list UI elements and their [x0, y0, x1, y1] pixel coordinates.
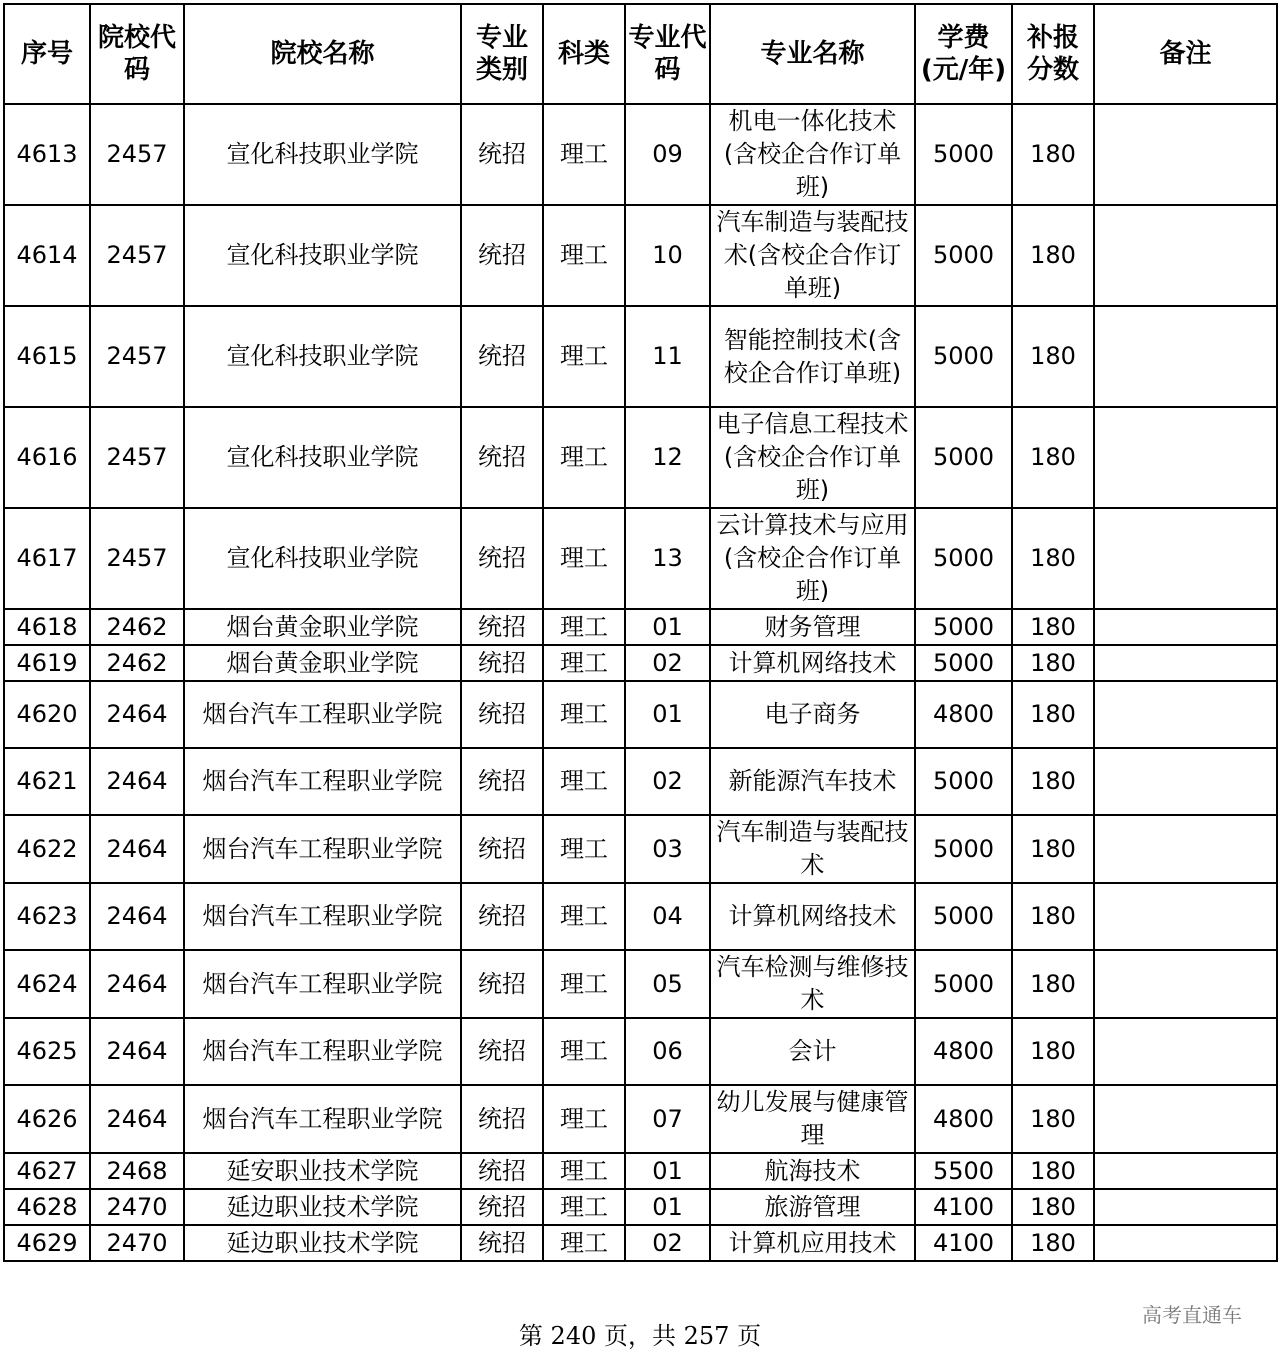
row-fee: 5000	[915, 748, 1012, 815]
row-major-name: 汽车制造与装配技术	[710, 815, 915, 883]
row-no: 4622	[4, 815, 90, 883]
row-subject: 理工	[543, 306, 625, 407]
row-no: 4614	[4, 205, 90, 306]
row-note	[1094, 609, 1277, 645]
table-header-row	[4, 4, 1277, 104]
row-category: 统招	[461, 205, 543, 306]
header-category: 专业类别	[461, 4, 543, 104]
row-school-name: 延边职业技术学院	[184, 1189, 461, 1225]
row-fee: 4800	[915, 681, 1012, 748]
row-major-code: 07	[625, 1085, 710, 1153]
row-major-code: 05	[625, 950, 710, 1018]
table-row	[4, 1225, 1277, 1261]
row-note	[1094, 645, 1277, 681]
row-score: 180	[1012, 1085, 1094, 1153]
row-school-name: 宣化科技职业学院	[184, 306, 461, 407]
row-school-code: 2464	[90, 1018, 184, 1085]
row-school-code: 2464	[90, 950, 184, 1018]
row-category: 统招	[461, 748, 543, 815]
header-no: 序号	[4, 4, 90, 104]
admission-table	[3, 3, 1278, 1262]
row-school-name: 烟台汽车工程职业学院	[184, 883, 461, 950]
row-category: 统招	[461, 1189, 543, 1225]
row-score: 180	[1012, 609, 1094, 645]
row-major-name: 计算机网络技术	[710, 883, 915, 950]
header-school-code: 院校代码	[90, 4, 184, 104]
table-row	[4, 815, 1277, 883]
row-school-code: 2464	[90, 883, 184, 950]
row-subject: 理工	[543, 508, 625, 609]
row-category: 统招	[461, 883, 543, 950]
row-major-code: 13	[625, 508, 710, 609]
row-note	[1094, 306, 1277, 407]
row-score: 180	[1012, 508, 1094, 609]
row-fee: 4800	[915, 1018, 1012, 1085]
footer-total-pages: 257	[683, 1322, 730, 1350]
table-row	[4, 883, 1277, 950]
row-school-name: 延安职业技术学院	[184, 1153, 461, 1189]
row-major-code: 03	[625, 815, 710, 883]
row-score: 180	[1012, 205, 1094, 306]
table-row	[4, 104, 1277, 205]
row-category: 统招	[461, 508, 543, 609]
table-row	[4, 1153, 1277, 1189]
row-note	[1094, 407, 1277, 508]
row-subject: 理工	[543, 1225, 625, 1261]
row-subject: 理工	[543, 950, 625, 1018]
row-no: 4613	[4, 104, 90, 205]
row-school-code: 2457	[90, 407, 184, 508]
row-no: 4625	[4, 1018, 90, 1085]
header-fee: 学费(元/年)	[915, 4, 1012, 104]
row-fee: 5000	[915, 609, 1012, 645]
row-school-code: 2464	[90, 815, 184, 883]
row-major-code: 01	[625, 1189, 710, 1225]
row-note	[1094, 1085, 1277, 1153]
row-major-name: 计算机网络技术	[710, 645, 915, 681]
row-school-code: 2464	[90, 748, 184, 815]
row-no: 4615	[4, 306, 90, 407]
row-fee: 5000	[915, 104, 1012, 205]
table-row	[4, 1018, 1277, 1085]
row-note	[1094, 1018, 1277, 1085]
row-note	[1094, 815, 1277, 883]
row-fee: 5000	[915, 950, 1012, 1018]
row-school-code: 2470	[90, 1189, 184, 1225]
row-major-code: 01	[625, 609, 710, 645]
row-category: 统招	[461, 1085, 543, 1153]
row-note	[1094, 1189, 1277, 1225]
row-major-name: 旅游管理	[710, 1189, 915, 1225]
row-subject: 理工	[543, 645, 625, 681]
row-note	[1094, 883, 1277, 950]
row-school-code: 2457	[90, 508, 184, 609]
row-score: 180	[1012, 1153, 1094, 1189]
row-score: 180	[1012, 1018, 1094, 1085]
row-fee: 5000	[915, 306, 1012, 407]
row-score: 180	[1012, 950, 1094, 1018]
row-note	[1094, 748, 1277, 815]
row-major-name: 会计	[710, 1018, 915, 1085]
row-score: 180	[1012, 681, 1094, 748]
row-fee: 5000	[915, 508, 1012, 609]
row-school-code: 2464	[90, 1085, 184, 1153]
footer-middle: 页，共	[604, 1322, 676, 1350]
row-major-name: 汽车制造与装配技术(含校企合作订单班)	[710, 205, 915, 306]
row-school-name: 烟台黄金职业学院	[184, 609, 461, 645]
row-category: 统招	[461, 104, 543, 205]
row-category: 统招	[461, 645, 543, 681]
row-major-code: 06	[625, 1018, 710, 1085]
header-note: 备注	[1094, 4, 1277, 104]
row-score: 180	[1012, 883, 1094, 950]
row-fee: 4100	[915, 1189, 1012, 1225]
row-major-code: 01	[625, 1153, 710, 1189]
row-school-name: 烟台黄金职业学院	[184, 645, 461, 681]
row-subject: 理工	[543, 609, 625, 645]
row-major-name: 幼儿发展与健康管理	[710, 1085, 915, 1153]
row-no: 4616	[4, 407, 90, 508]
row-subject: 理工	[543, 883, 625, 950]
row-school-name: 烟台汽车工程职业学院	[184, 1085, 461, 1153]
row-major-name: 汽车检测与维修技术	[710, 950, 915, 1018]
row-category: 统招	[461, 950, 543, 1018]
row-school-name: 宣化科技职业学院	[184, 407, 461, 508]
row-fee: 5000	[915, 205, 1012, 306]
row-fee: 4800	[915, 1085, 1012, 1153]
row-major-code: 02	[625, 748, 710, 815]
row-score: 180	[1012, 645, 1094, 681]
table-row	[4, 508, 1277, 609]
row-subject: 理工	[543, 748, 625, 815]
row-major-name: 智能控制技术(含校企合作订单班)	[710, 306, 915, 407]
row-category: 统招	[461, 1225, 543, 1261]
row-major-code: 10	[625, 205, 710, 306]
row-school-code: 2470	[90, 1225, 184, 1261]
row-major-name: 云计算技术与应用(含校企合作订单班)	[710, 508, 915, 609]
watermark: 高考直通车	[1142, 1303, 1242, 1327]
row-subject: 理工	[543, 1018, 625, 1085]
header-subject: 科类	[543, 4, 625, 104]
row-subject: 理工	[543, 205, 625, 306]
row-no: 4617	[4, 508, 90, 609]
table-row	[4, 1085, 1277, 1153]
row-major-name: 计算机应用技术	[710, 1225, 915, 1261]
row-no: 4629	[4, 1225, 90, 1261]
row-fee: 4100	[915, 1225, 1012, 1261]
table-row	[4, 1189, 1277, 1225]
row-category: 统招	[461, 681, 543, 748]
table-body	[4, 104, 1277, 1261]
table-row	[4, 645, 1277, 681]
table-row	[4, 306, 1277, 407]
row-no: 4624	[4, 950, 90, 1018]
table-row	[4, 407, 1277, 508]
row-major-name: 航海技术	[710, 1153, 915, 1189]
row-score: 180	[1012, 407, 1094, 508]
row-fee: 5000	[915, 815, 1012, 883]
row-category: 统招	[461, 1153, 543, 1189]
row-major-code: 11	[625, 306, 710, 407]
row-school-name: 宣化科技职业学院	[184, 508, 461, 609]
table-row	[4, 205, 1277, 306]
row-subject: 理工	[543, 1189, 625, 1225]
header-major-code: 专业代码	[625, 4, 710, 104]
row-school-code: 2457	[90, 205, 184, 306]
row-note	[1094, 508, 1277, 609]
table-row	[4, 681, 1277, 748]
footer-prefix: 第	[518, 1322, 543, 1350]
row-fee: 5000	[915, 645, 1012, 681]
row-major-name: 新能源汽车技术	[710, 748, 915, 815]
row-school-code: 2457	[90, 306, 184, 407]
row-score: 180	[1012, 104, 1094, 205]
row-note	[1094, 1153, 1277, 1189]
row-major-name: 机电一体化技术(含校企合作订单班)	[710, 104, 915, 205]
row-score: 180	[1012, 1225, 1094, 1261]
row-major-code: 02	[625, 645, 710, 681]
row-school-code: 2462	[90, 609, 184, 645]
row-no: 4628	[4, 1189, 90, 1225]
table-row	[4, 950, 1277, 1018]
row-category: 统招	[461, 306, 543, 407]
row-school-name: 烟台汽车工程职业学院	[184, 950, 461, 1018]
row-subject: 理工	[543, 681, 625, 748]
row-fee: 5500	[915, 1153, 1012, 1189]
footer-suffix: 页	[737, 1322, 762, 1350]
row-note	[1094, 104, 1277, 205]
header-score: 补报分数	[1012, 4, 1094, 104]
row-major-code: 01	[625, 681, 710, 748]
row-score: 180	[1012, 815, 1094, 883]
row-fee: 5000	[915, 883, 1012, 950]
row-subject: 理工	[543, 1153, 625, 1189]
header-major-name: 专业名称	[710, 4, 915, 104]
row-no: 4623	[4, 883, 90, 950]
row-subject: 理工	[543, 815, 625, 883]
row-major-code: 04	[625, 883, 710, 950]
row-school-code: 2464	[90, 681, 184, 748]
row-major-code: 02	[625, 1225, 710, 1261]
row-subject: 理工	[543, 104, 625, 205]
header-school-name: 院校名称	[184, 4, 461, 104]
row-school-name: 烟台汽车工程职业学院	[184, 1018, 461, 1085]
row-note	[1094, 950, 1277, 1018]
row-no: 4621	[4, 748, 90, 815]
row-note	[1094, 205, 1277, 306]
row-major-code: 12	[625, 407, 710, 508]
row-score: 180	[1012, 1189, 1094, 1225]
row-category: 统招	[461, 1018, 543, 1085]
row-no: 4626	[4, 1085, 90, 1153]
row-no: 4620	[4, 681, 90, 748]
row-major-name: 电子商务	[710, 681, 915, 748]
row-major-name: 电子信息工程技术(含校企合作订单班)	[710, 407, 915, 508]
row-school-code: 2462	[90, 645, 184, 681]
row-school-code: 2457	[90, 104, 184, 205]
row-school-name: 烟台汽车工程职业学院	[184, 681, 461, 748]
row-subject: 理工	[543, 407, 625, 508]
page-footer	[0, 1316, 1280, 1351]
row-school-code: 2468	[90, 1153, 184, 1189]
row-category: 统招	[461, 407, 543, 508]
row-fee: 5000	[915, 407, 1012, 508]
row-score: 180	[1012, 748, 1094, 815]
table-row	[4, 748, 1277, 815]
row-major-name: 财务管理	[710, 609, 915, 645]
footer-page-number: 240	[550, 1322, 597, 1350]
row-school-name: 宣化科技职业学院	[184, 104, 461, 205]
row-category: 统招	[461, 609, 543, 645]
row-subject: 理工	[543, 1085, 625, 1153]
table-row	[4, 609, 1277, 645]
row-school-name: 延边职业技术学院	[184, 1225, 461, 1261]
row-no: 4618	[4, 609, 90, 645]
row-no: 4627	[4, 1153, 90, 1189]
row-school-name: 宣化科技职业学院	[184, 205, 461, 306]
row-school-name: 烟台汽车工程职业学院	[184, 815, 461, 883]
row-note	[1094, 1225, 1277, 1261]
row-major-code: 09	[625, 104, 710, 205]
row-no: 4619	[4, 645, 90, 681]
row-score: 180	[1012, 306, 1094, 407]
row-note	[1094, 681, 1277, 748]
row-category: 统招	[461, 815, 543, 883]
row-school-name: 烟台汽车工程职业学院	[184, 748, 461, 815]
